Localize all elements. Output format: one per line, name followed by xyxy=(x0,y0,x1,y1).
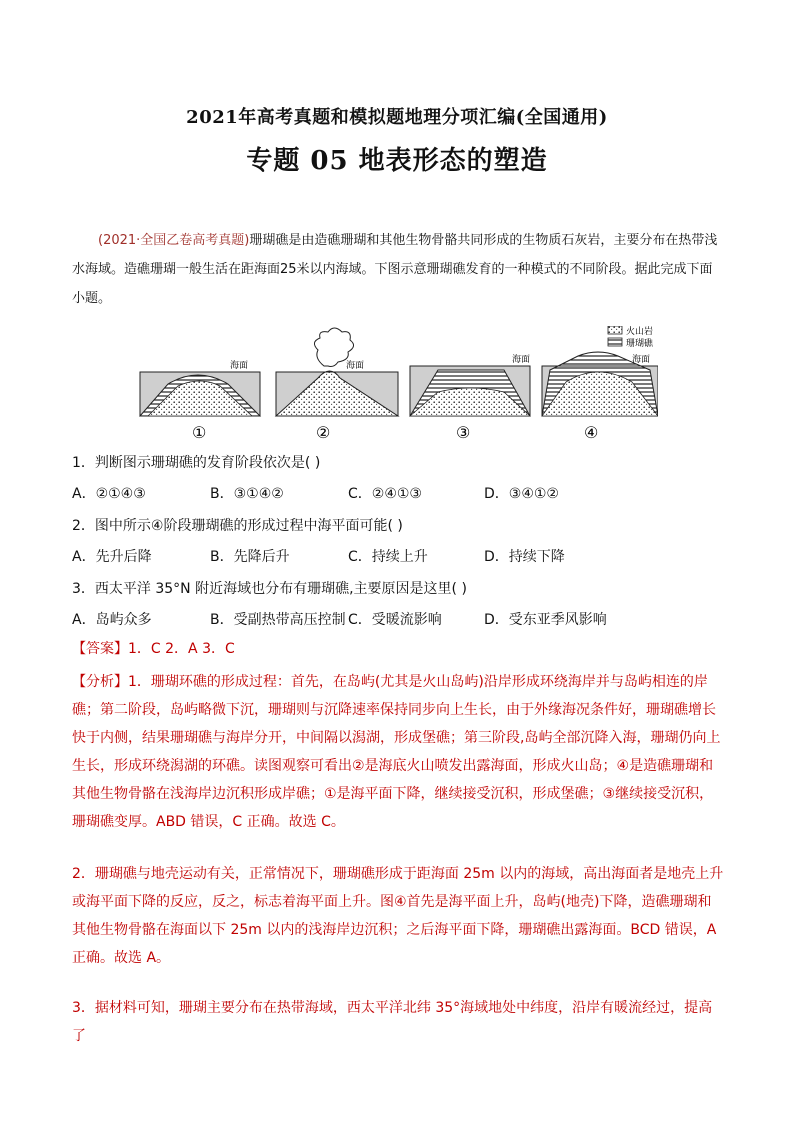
stage-label: ① xyxy=(192,423,207,442)
analysis-text-3: 3．据材料可知，珊瑚主要分布在热带海域，西太平洋北纬 35°海域地处中纬度，沿岸有暖流经过，提高了 xyxy=(72,1000,713,1044)
option-d: D．③④①② xyxy=(484,486,559,502)
legend-coral-label: 珊瑚礁 xyxy=(626,339,654,349)
question-3: 3．西太平洋 35°N 附近海域也分布有珊瑚礁,主要原因是这里( ) xyxy=(72,581,467,597)
answer-tag: 【答案】 xyxy=(72,641,128,657)
stage-label: ④ xyxy=(584,423,599,442)
legend-coral-swatch xyxy=(608,338,622,346)
option-b: B．③①④② xyxy=(210,486,284,502)
sea-level-label: 海面 xyxy=(632,355,651,365)
stage-1-panel xyxy=(140,359,260,442)
sea-level-label: 海面 xyxy=(346,361,365,371)
analysis-tag: 【分析】 xyxy=(72,674,128,690)
sea-level-label: 海面 xyxy=(512,355,531,365)
option-c: C．②④①③ xyxy=(348,486,422,502)
stage-4-panel xyxy=(542,352,658,442)
answer-text: 1．C 2．A 3．C xyxy=(128,641,235,657)
analysis-text-2: 2．珊瑚礁与地壳运动有关，正常情况下，珊瑚礁形成于距海面 25m 以内的海域，高出海面者是地壳上升或海平面下降的反应，反之，标志着海平面上升。图④首先是海平面上升，岛屿(地壳)下降，造礁珊瑚和其他生物骨骼在海面以下 25m 以内的浅海岸边沉积；之后海平面下降，珊瑚礁出露海面。BCD 错误，A 正确。故选 A。 xyxy=(72,866,724,966)
intro-text: 珊瑚礁是由造礁珊瑚和其他生物骨骼共同形成的生物质石灰岩，主要分布在热带浅水海域。造礁珊瑚一般生活在距海面25米以内海域。下图示意珊瑚礁发育的一种模式的不同阶段。据此完成下面小题。 xyxy=(72,233,718,306)
stage-label: ③ xyxy=(456,423,471,442)
option-d: D．持续下降 xyxy=(484,549,565,565)
option-d: D．受东亚季风影响 xyxy=(484,612,607,628)
stage-label: ② xyxy=(316,423,331,442)
option-a: A．②①④③ xyxy=(72,486,146,502)
option-c: C．持续上升 xyxy=(348,549,428,565)
legend-volcanic-label: 火山岩 xyxy=(626,327,654,337)
option-a: A．岛屿众多 xyxy=(72,612,152,628)
option-b: B．受副热带高压控制 xyxy=(210,612,346,628)
stage-3-panel xyxy=(410,353,530,442)
option-a: A．先升后降 xyxy=(72,549,152,565)
topic-title: 专题 05 地表形态的塑造 xyxy=(246,146,548,176)
coral-reef-figure xyxy=(138,326,658,444)
option-c: C．受暖流影响 xyxy=(348,612,442,628)
document-title: 2021年高考真题和模拟题地理分项汇编(全国通用) xyxy=(186,107,608,128)
intro-paragraph xyxy=(72,226,722,313)
option-b: B．先降后升 xyxy=(210,549,290,565)
source-tag: (2021·全国乙卷高考真题) xyxy=(98,233,250,248)
figure-legend xyxy=(608,326,654,349)
question-1: 1．判断图示珊瑚礁的发育阶段依次是( ) xyxy=(72,455,321,471)
analysis-paragraph-2 xyxy=(72,860,724,972)
question-2: 2．图中所示④阶段珊瑚礁的形成过程中海平面可能( ) xyxy=(72,518,403,534)
stage-2-panel xyxy=(276,328,398,442)
analysis-paragraph-1 xyxy=(72,668,724,836)
analysis-text-1: 1．珊瑚环礁的形成过程：首先，在岛屿(尤其是火山岛屿)沿岸形成环绕海岸并与岛屿相连的岸礁；第二阶段，岛屿略微下沉，珊瑚则与沉降速率保持同步向上生长，由于外缘海况条件好，珊瑚礁增长快于内侧，结果珊瑚礁与海岸分开，中间隔以潟湖，形成堡礁；第三阶段,岛屿全部沉降入海，珊瑚仍向上生长，形成环绕潟湖的环礁。读图观察可看出②是海底火山喷发出露海面，形成火山岛；④是造礁珊瑚和其他生物骨骼在浅海岸边沉积形成岸礁；①是海平面下降，继续接受沉积，形成堡礁；③继续接受沉积，珊瑚礁变厚。ABD 错误，C 正确。故选 C。 xyxy=(72,674,721,830)
sea-level-label: 海面 xyxy=(230,361,249,371)
analysis-paragraph-3 xyxy=(72,994,724,1050)
answer-line xyxy=(72,638,235,658)
legend-volcanic-swatch xyxy=(608,326,622,334)
